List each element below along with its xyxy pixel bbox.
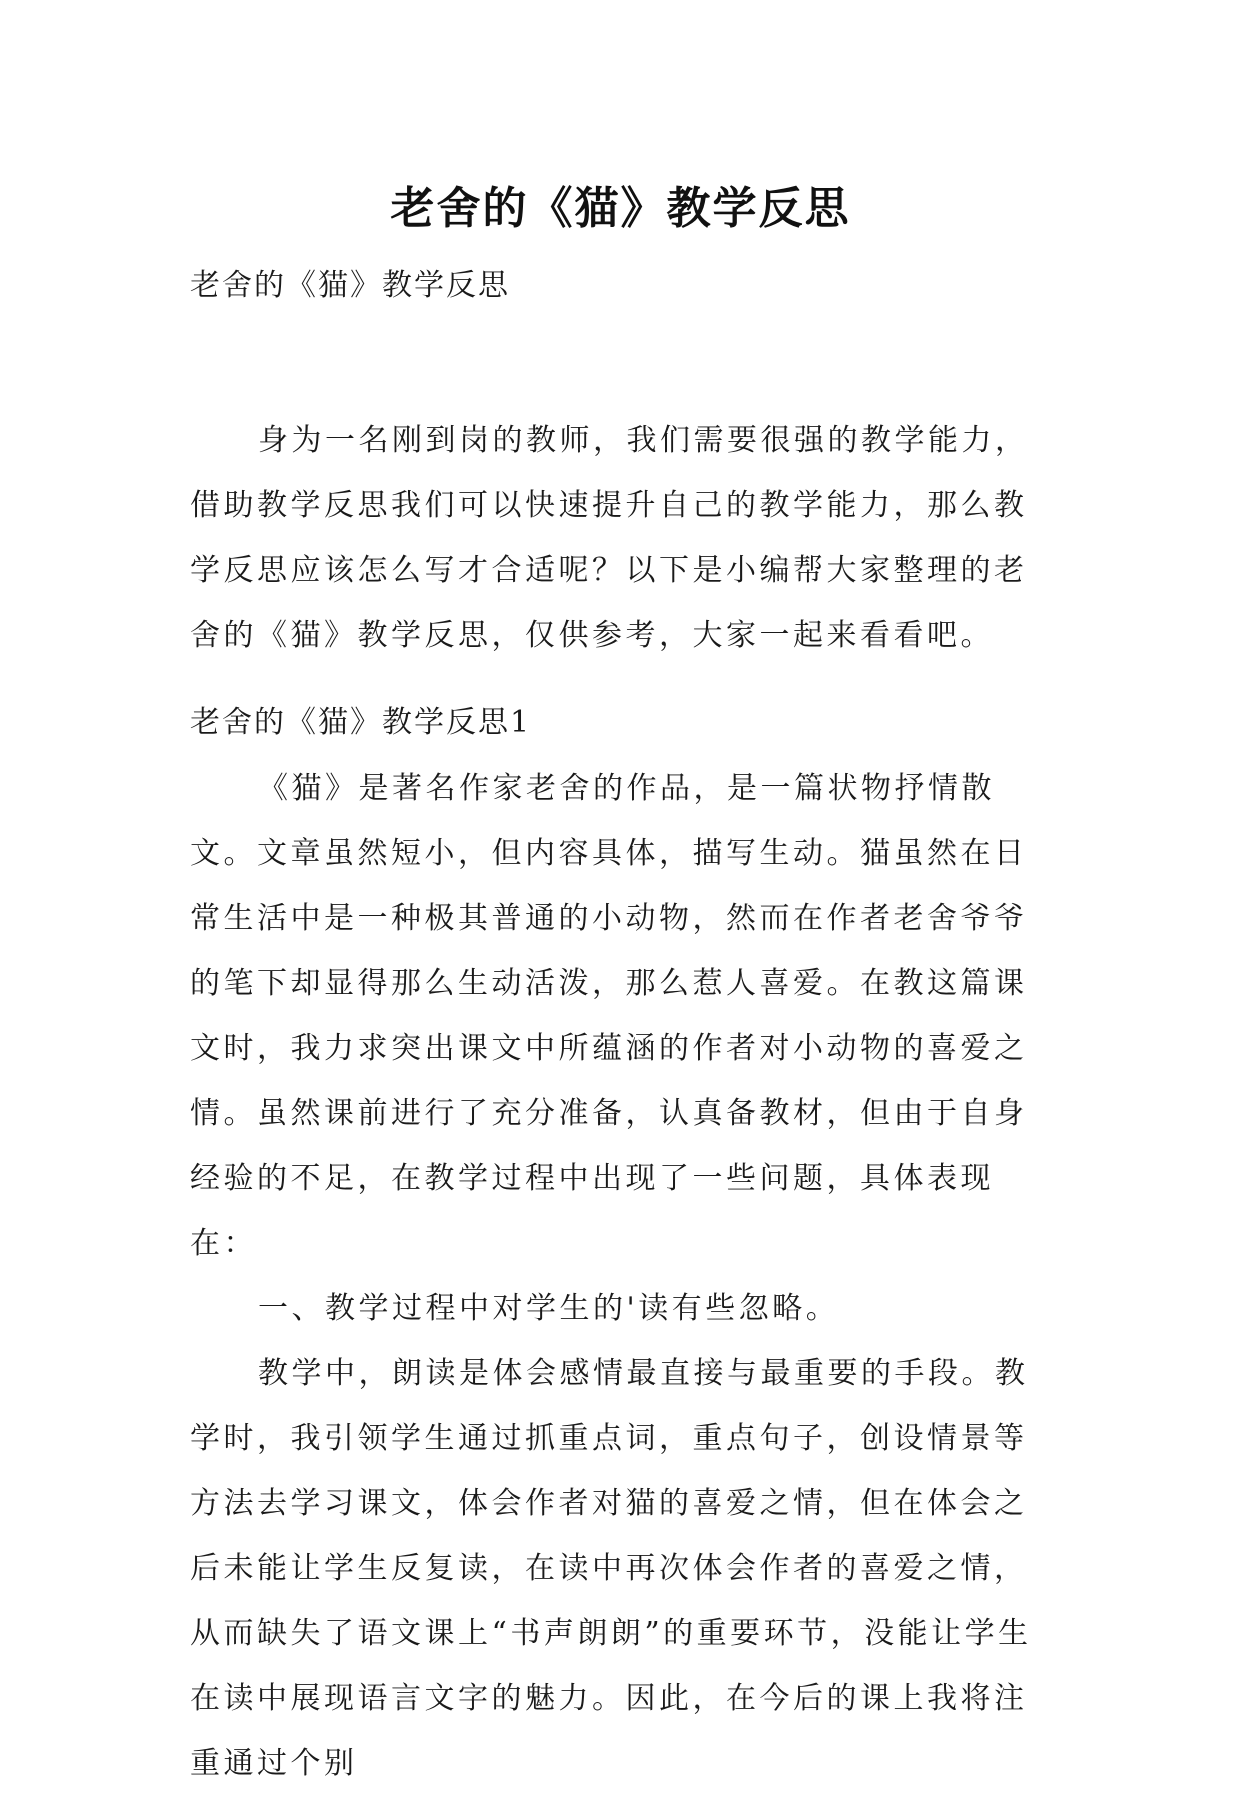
section-heading: 老舍的《猫》教学反思1 <box>190 705 532 740</box>
body-paragraph: 教学中，朗读是体会感情最直接与最重要的手段。教学时，我引领学生通过抓重点词，重点句子，创设情景等方法去学习课文，体会作者对猫的喜爱之情，但在体会之后未能让学生反复读，在读中再次体会作者的喜爱之情，从而缺失了语文课上“书声朗朗”的重要环节，没能让学生在读中展现语言文字的魅力。因此，在今后的课上我将注重通过个别 <box>190 1356 1032 1781</box>
intro-paragraph: 身为一名刚到岗的教师，我们需要很强的教学能力，借助教学反思我们可以快速提升自己的教学能力，那么教学反思应该怎么写才合适呢？以下是小编帮大家整理的老舍的《猫》教学反思，仅供参考，大家一起来看看吧。 <box>190 423 1029 653</box>
body-paragraph: 一、教学过程中对学生的'读有些忽略。 <box>258 1291 840 1326</box>
body-paragraph: 《猫》是著名作家老舍的作品，是一篇状物抒情散文。文章虽然短小，但内容具体，描写生动。猫虽然在日常生活中是一种极其普通的小动物，然而在作者老舍爷爷的笔下却显得那么生动活泼，那么惹人喜爱。在教这篇课文时，我力求突出课文中所蕴涵的作者对小动物的喜爱之情。虽然课前进行了充分准备，认真备教材，但由于自身经验的不足，在教学过程中出现了一些问题，具体表现在： <box>190 771 1028 1261</box>
section-body <box>190 756 1060 1796</box>
document-subtitle: 老舍的《猫》教学反思 <box>190 268 510 303</box>
page-title: 老舍的《猫》教学反思 <box>390 183 851 235</box>
